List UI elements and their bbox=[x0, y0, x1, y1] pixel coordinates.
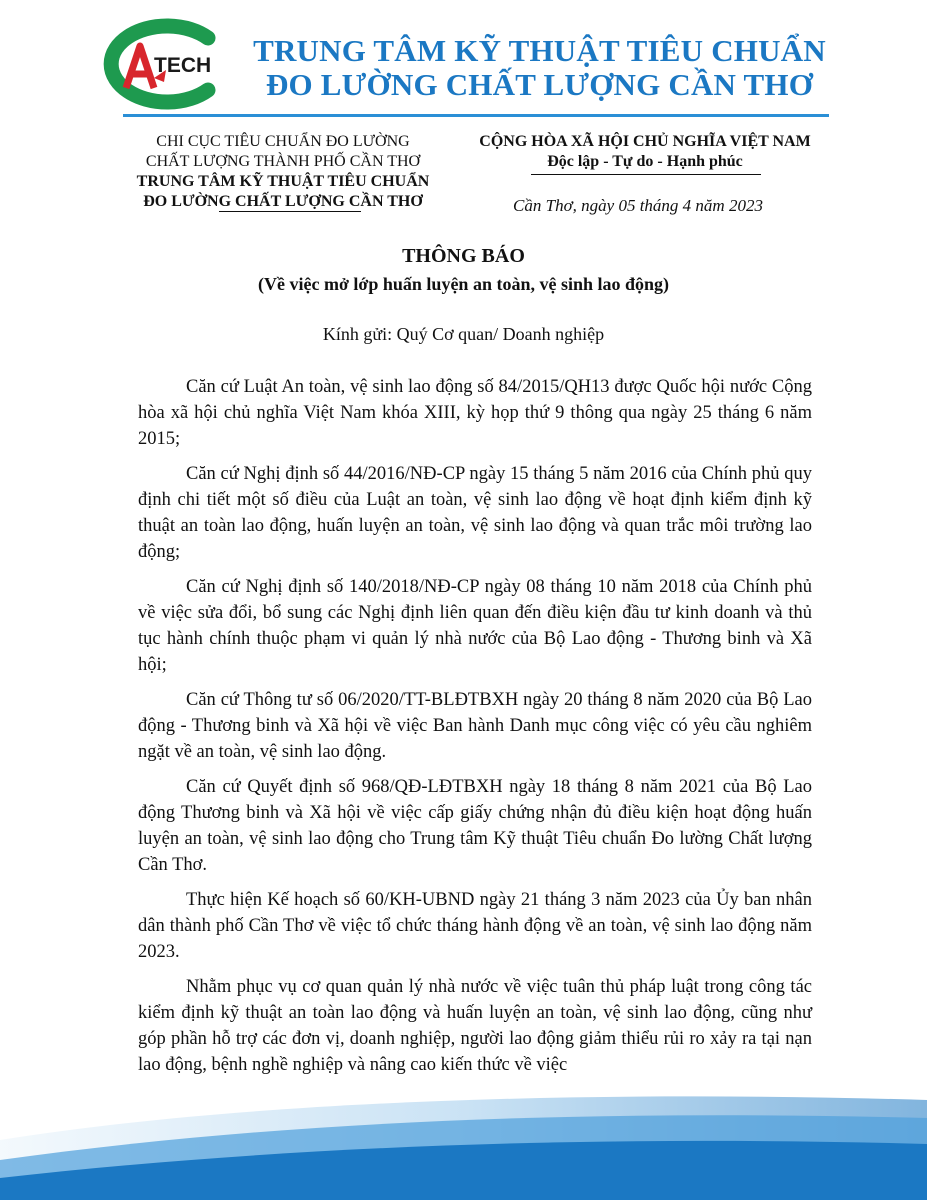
atech-logo bbox=[96, 16, 240, 112]
paragraph: Thực hiện Kế hoạch số 60/KH-UBND ngày 21 tháng 3 năm 2023 của Ủy ban nhân dân thành phố Cần Thơ về việc tổ chức tháng hành động về an toàn, vệ sinh lao động năm 2023. bbox=[138, 890, 812, 962]
issuer-line-4: ĐO LƯỜNG CHẤT LƯỢNG CẦN THƠ bbox=[143, 193, 423, 210]
document-subtitle: (Về việc mở lớp huấn luyện an toàn, vệ sinh lao động) bbox=[258, 274, 669, 294]
issuer-line-3: TRUNG TÂM KỸ THUẬT TIÊU CHUẨN bbox=[136, 173, 430, 190]
motto-underline bbox=[531, 174, 761, 175]
footer-wave bbox=[0, 1080, 927, 1200]
document-title: THÔNG BÁO bbox=[402, 245, 525, 267]
svg-text:TECH: TECH bbox=[154, 54, 212, 77]
paragraph: Căn cứ Thông tư số 06/2020/TT-BLĐTBXH ngày 20 tháng 8 năm 2020 của Bộ Lao động - Thương binh và Xã hội về việc Ban hành Danh mục công việc có yêu cầu nghiêm ngặt về an toàn, vệ sinh lao động. bbox=[138, 690, 812, 762]
paragraph: Căn cứ Nghị định số 140/2018/NĐ-CP ngày 08 tháng 10 năm 2018 của Chính phủ về việc sửa đổi, bổ sung các Nghị định liên quan đến điều kiện đầu tư kinh doanh và thủ tục hành chính thuộc phạm vi quản lý nhà nước của Bộ Lao động - Thương binh và Xã hội; bbox=[138, 577, 812, 675]
salutation: Kính gửi: Quý Cơ quan/ Doanh nghiệp bbox=[322, 324, 605, 344]
brand-line-2: ĐO LƯỜNG CHẤT LƯỢNG CẦN THƠ bbox=[265, 67, 814, 102]
nation-motto: Độc lập - Tự do - Hạnh phúc bbox=[547, 153, 743, 170]
issuer-line-1: CHI CỤC TIÊU CHUẨN ĐO LƯỜNG bbox=[156, 133, 410, 150]
brand-line-1: TRUNG TÂM KỸ THUẬT TIÊU CHUẨN bbox=[253, 33, 826, 68]
issuer-line-2: CHẤT LƯỢNG THÀNH PHỐ CẦN THƠ bbox=[145, 153, 421, 170]
brand-title bbox=[252, 34, 827, 102]
paragraph: Nhằm phục vụ cơ quan quản lý nhà nước về việc tuân thủ pháp luật trong công tác kiểm định kỹ thuật an toàn lao động và huấn luyện an toàn, vệ sinh lao động, cũng như góp phần hỗ trợ các đơn vị, doanh nghiệp, người lao động giảm thiểu rủi ro xảy ra tại nạn lao động, bệnh nghề nghiệp và nâng cao kiến thức về việc bbox=[138, 977, 812, 1075]
paragraph: Căn cứ Quyết định số 968/QĐ-LĐTBXH ngày 18 tháng 8 năm 2021 của Bộ Lao động Thương binh và Xã hội về việc cấp giấy chứng nhận đủ điều kiện hoạt động huấn luyện an toàn, vệ sinh lao động cho Trung tâm Kỹ thuật Tiêu chuẩn Đo lường Chất lượng Cần Thơ. bbox=[138, 777, 812, 875]
national-header bbox=[460, 132, 830, 172]
document-body bbox=[138, 374, 812, 1087]
issuer-underline bbox=[219, 211, 361, 212]
paragraph: Căn cứ Luật An toàn, vệ sinh lao động số 84/2015/QH13 được Quốc hội nước Cộng hòa xã hội chủ nghĩa Việt Nam khóa XIII, kỳ họp thứ 9 thông qua ngày 25 tháng 6 năm 2015; bbox=[138, 377, 812, 449]
place-date: Cần Thơ, ngày 05 tháng 4 năm 2023 bbox=[513, 196, 763, 215]
nation-name: CỘNG HÒA XÃ HỘI CHỦ NGHĨA VIỆT NAM bbox=[479, 133, 811, 150]
issuer-header bbox=[108, 132, 458, 212]
header-divider bbox=[123, 114, 829, 117]
paragraph: Căn cứ Nghị định số 44/2016/NĐ-CP ngày 15 tháng 5 năm 2016 của Chính phủ quy định chi tiết một số điều của Luật an toàn, vệ sinh lao động về hoạt định kiểm định kỹ thuật an toàn lao động, huấn luyện an toàn, vệ sinh lao động và quan trắc môi trường lao động; bbox=[138, 464, 812, 562]
